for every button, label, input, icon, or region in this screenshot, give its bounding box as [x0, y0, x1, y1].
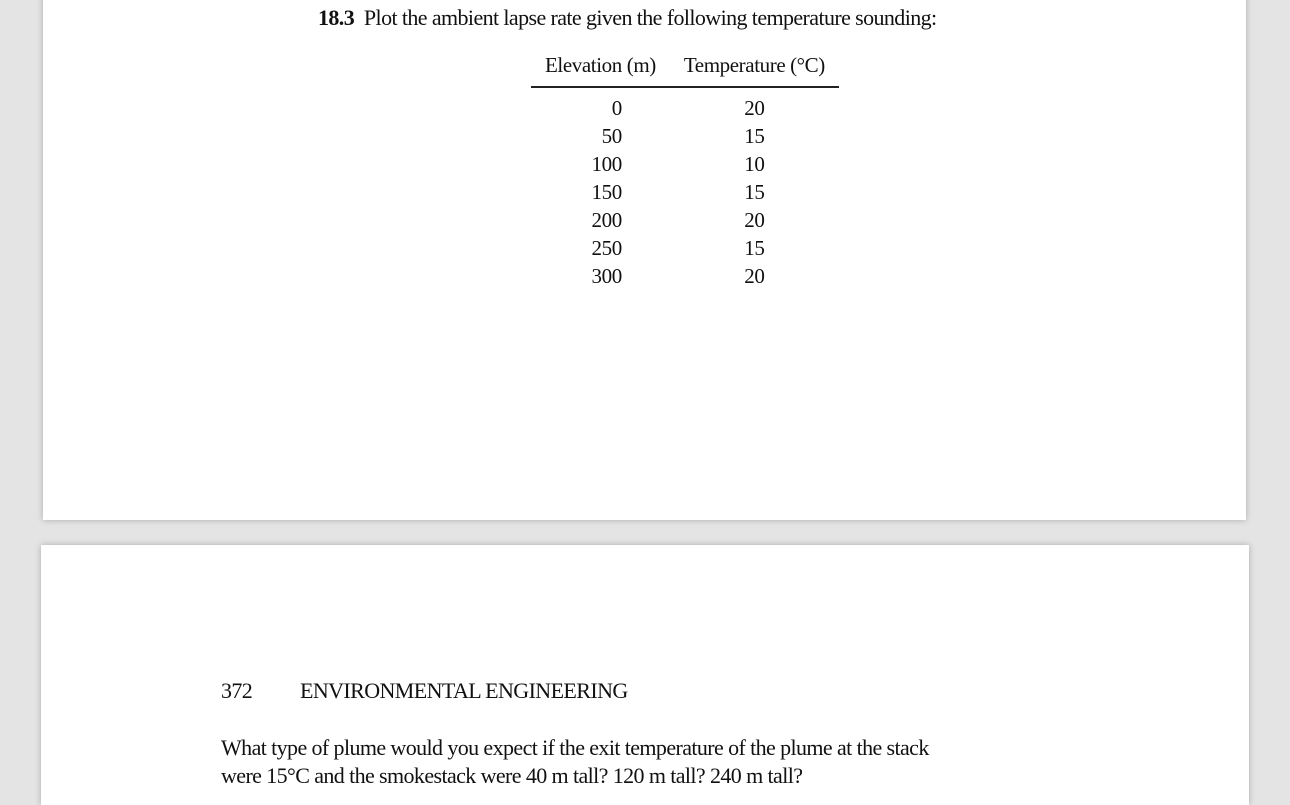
- table-row: [531, 122, 839, 150]
- temperature-cell: 15: [744, 180, 765, 204]
- table-row: [531, 150, 839, 178]
- elevation-cell: 0: [611, 96, 622, 120]
- temperature-sounding-table: [531, 50, 839, 290]
- temperature-cell: 20: [744, 208, 765, 232]
- document-page-1: [43, 0, 1246, 520]
- elevation-cell: 100: [591, 152, 622, 176]
- table-row: [531, 206, 839, 234]
- table-row: [531, 262, 839, 290]
- header-elevation: Elevation (m): [531, 50, 670, 87]
- temperature-cell: 15: [744, 236, 765, 260]
- running-header: ENVIRONMENTAL ENGINEERING: [300, 678, 628, 703]
- elevation-cell: 300: [591, 264, 622, 288]
- problem-text: Plot the ambient lapse rate given the following temperature sounding:: [363, 5, 937, 30]
- elevation-cell: 150: [591, 180, 622, 204]
- body-text-line: were 15°C and the smokestack were 40 m tall? 120 m tall? 240 m tall?: [221, 763, 803, 788]
- header-temperature: Temperature (°C): [670, 50, 839, 87]
- problem-statement: [318, 5, 937, 31]
- temperature-cell: 20: [744, 264, 765, 288]
- temperature-cell: 15: [744, 124, 765, 148]
- table-row: [531, 87, 839, 122]
- table-row: [531, 234, 839, 262]
- temperature-cell: 20: [744, 96, 765, 120]
- elevation-cell: 200: [591, 208, 622, 232]
- elevation-cell: 250: [591, 236, 622, 260]
- body-text-line: What type of plume would you expect if the exit temperature of the plume at the stack: [221, 735, 929, 760]
- table-row: [531, 178, 839, 206]
- temperature-cell: 10: [744, 152, 765, 176]
- problem-number: 18.3: [318, 5, 355, 30]
- document-page-2: [41, 545, 1249, 805]
- page-number: 372: [221, 678, 253, 703]
- elevation-cell: 50: [601, 124, 622, 148]
